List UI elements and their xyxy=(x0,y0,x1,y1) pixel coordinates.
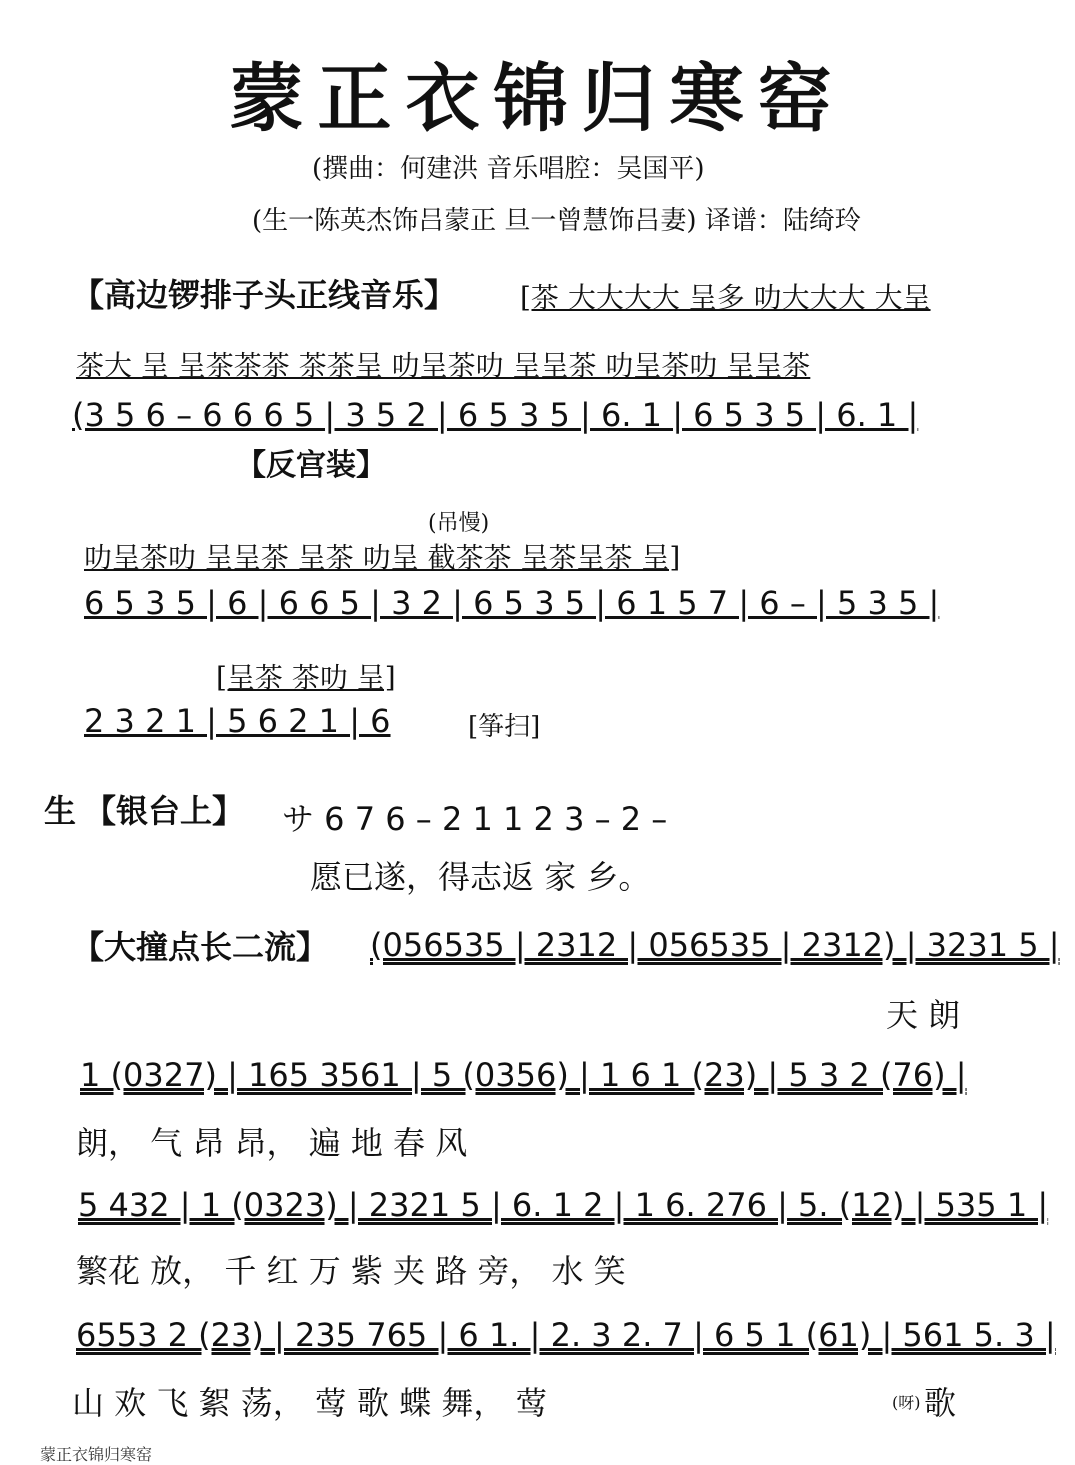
zheng-sweep-mark: [筝扫] xyxy=(468,712,541,742)
section-label-intro: 【高边锣排子头正线音乐】 xyxy=(72,276,457,314)
lyric-filler-ya: (呀) xyxy=(892,1393,921,1412)
percussion-intro: [茶 大大大大 呈多 叻大大大 大呈 xyxy=(520,281,931,314)
footer-caption: 蒙正衣锦归寒窑 xyxy=(40,1445,153,1464)
section-label-yintaishang: 【银台上】 xyxy=(84,792,245,830)
notation-row-erliu-1: 1 (0327) | 165 3561 | 5 (0356) | 1 6 1 (23) | 5 3 2 (76) | xyxy=(80,1056,967,1094)
percussion-row-3: [呈茶 茶叻 呈] xyxy=(216,661,396,694)
section-label-fangong: 【反宫装】 xyxy=(236,448,386,483)
lyric-erliu-3: 山 欢 飞 絮 荡， 莺 歌 蝶 舞， 莺 xyxy=(72,1384,548,1422)
lyric-yintaishang: 愿已遂，得志返 家 乡。 xyxy=(310,858,651,896)
page-title: 蒙正衣锦归寒窑 xyxy=(229,56,846,142)
notation-row-erliu-3: 6553 2 (23) | 235 765 | 6 1. | 2. 3 2. 7 | 6 5 1 (61) | 561 5. 3 | xyxy=(76,1316,1056,1354)
notation-row-3: 2 3 2 1 | 5 6 2 1 | 6 xyxy=(84,702,391,740)
notation-row-erliu-0: (056535 | 2312 | 056535 | 2312) | 3231 5 | xyxy=(370,926,1060,964)
role-label: 生 xyxy=(44,792,77,830)
notation-row-1: (3 5 6 – 6 6 6 5 | 3 5 2 | 6 5 3 5 | 6. 1 | 6 5 3 5 | 6. 1 | xyxy=(72,396,919,434)
lyric-erliu-3-end: 歌 xyxy=(924,1384,957,1422)
lyric-erliu-1: 朗， 气 昂 昂， 遍 地 春 风 xyxy=(76,1124,468,1162)
lyric-erliu-0: 天 朗 xyxy=(886,996,961,1034)
percussion-row-2: 叻呈茶叻 呈呈茶 呈茶 叻呈 截茶茶 呈茶呈茶 呈] xyxy=(84,541,681,574)
notation-row-erliu-2: 5 432 | 1 (0323) | 2321 5 | 6. 1 2 | 1 6. 276 | 5. (12) | 535 1 | xyxy=(78,1186,1049,1224)
notation-yintaishang: サ 6 7 6 – 2 1 1 2 3 – 2 – xyxy=(282,800,668,838)
section-label-erliu: 【大撞点长二流】 xyxy=(72,928,329,966)
credits-line: (撰曲：何建洪 音乐唱腔：吴国平) xyxy=(312,154,705,184)
tempo-mark: (吊慢) xyxy=(428,511,490,536)
cast-line: (生一陈英杰饰吕蒙正 旦一曾慧饰吕妻) 译谱：陆绮玲 xyxy=(252,206,861,236)
notation-row-2: 6 5 3 5 | 6 | 6 6 5 | 3 2 | 6 5 3 5 | 6 1 5 7 | 6 – | 5 3 5 | xyxy=(84,584,940,622)
percussion-row-1: 茶大 呈 呈茶茶茶 茶茶呈 叻呈茶叻 呈呈茶 叻呈茶叻 呈呈茶 xyxy=(76,349,811,382)
lyric-erliu-2: 繁花 放， 千 红 万 紫 夹 路 旁， 水 笑 xyxy=(76,1252,626,1290)
